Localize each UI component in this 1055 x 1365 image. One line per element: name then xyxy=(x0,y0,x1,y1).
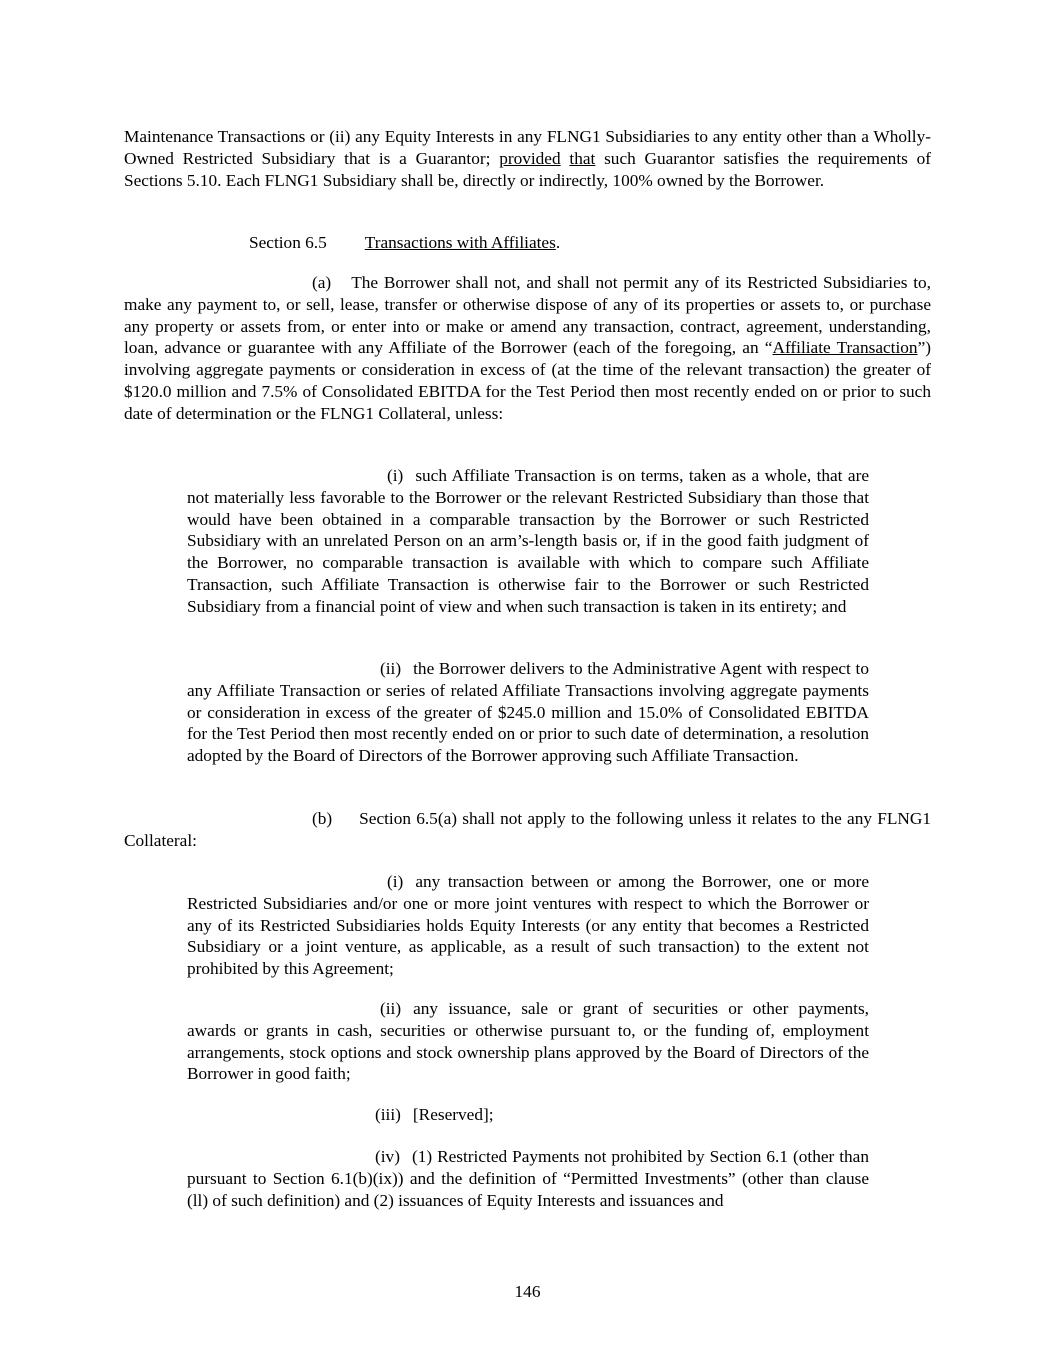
defined-term-affiliate-transaction: Affiliate Transaction xyxy=(772,338,918,358)
paragraph-a-text-a: The Borrower shall not, and shall not permit any of its Restricted Subsidiaries to, make any payment to, or sell, lease, transfer or otherwise dispose of any of its properties or assets to, or purchase any property or assets from, or enter into or make or amend any transaction, contract, agreement, understanding, loan, advance or guarantee with any Affiliate of the Borrower (each of the foregoing, an “ xyxy=(124,273,931,358)
paragraph-a-ii-label: (ii) xyxy=(380,659,402,678)
paragraph-a-ii-text: the Borrower delivers to the Administrative Agent with respect to any Affiliate Transaction or series of related Affiliate Transactions involving aggregate payments or consideration in excess of the greater of $245.0 million and 15.0% of Consolidated EBITDA for the Test Period then most recently ended on or prior to such date of determination, a resolution adopted by the Board of Directors of the Borrower approving such Affiliate Transaction. xyxy=(187,659,869,766)
intro-text-b: such Guarantor satisfies the requirements of Sections 5.10. Each FLNG1 Subsidiary shall be, directly or indirectly, 100% owned by the Borrower. xyxy=(124,148,931,190)
paragraph-b-ii-text: any issuance, sale or grant of securities or other payments, awards or grants in cash, securities or otherwise pursuant to, or the funding of, employment arrangements, stock options and stock ownership plans approved by the Board of Directors of the Borrower in good faith; xyxy=(187,999,869,1084)
paragraph-b-iv xyxy=(187,1146,869,1211)
paragraph-b-label: (b) xyxy=(312,809,333,828)
paragraph-a xyxy=(124,272,931,425)
term-that: that xyxy=(569,148,596,168)
paragraph-b xyxy=(124,808,931,852)
paragraph-a-ii xyxy=(187,658,869,767)
intro-text-a: Maintenance Transactions or (ii) any Equity Interests in any FLNG1 Subsidiaries to any entity other than a Wholly-Owned Restricted Subsidiary that is a Guarantor; xyxy=(124,127,931,168)
section-number: Section 6.5 xyxy=(249,233,327,252)
page-number: 146 xyxy=(514,1282,541,1301)
paragraph-b-i xyxy=(187,871,869,980)
section-heading xyxy=(249,232,560,254)
paragraph-b-text: Section 6.5(a) shall not apply to the following unless it relates to the any FLNG1 Collateral: xyxy=(124,809,931,850)
paragraph-a-label: (a) xyxy=(312,273,332,292)
paragraph-b-ii xyxy=(187,998,869,1085)
paragraph-a-i-text: such Affiliate Transaction is on terms, taken as a whole, that are not materially less favorable to the Borrower or the relevant Restricted Subsidiary than those that would have been obtained in a comparable transaction by the Borrower or such Restricted Subsidiary with an unrelated Person on an arm’s-length basis or, if in the good faith judgment of the Borrower, no comparable transaction is available with which to compare such Affiliate Transaction, such Affiliate Transaction is otherwise fair to the Borrower or such Restricted Subsidiary from a financial point of view and when such transaction is taken in its entirety; and xyxy=(187,466,869,616)
paragraph-b-iii xyxy=(187,1104,869,1126)
paragraph-intro xyxy=(124,126,931,191)
paragraph-b-ii-label: (ii) xyxy=(380,999,402,1018)
paragraph-b-iii-label: (iii) xyxy=(375,1105,401,1124)
paragraph-a-i xyxy=(187,465,869,618)
paragraph-b-iii-text: [Reserved]; xyxy=(412,1105,494,1124)
paragraph-a-text-b: ”) involving aggregate payments or consideration in excess of (at the time of the relevant transaction) the greater of $120.0 million and 7.5% of Consolidated EBITDA for the Test Period then most recently ended on or prior to such date of determination or the FLNG1 Collateral, unless: xyxy=(124,338,931,423)
paragraph-b-iv-label: (iv) xyxy=(375,1147,400,1166)
section-title: Transactions with Affiliates xyxy=(364,233,556,252)
section-title-period: . xyxy=(555,233,561,252)
paragraph-a-i-label: (i) xyxy=(387,466,404,485)
paragraph-b-iv-text: (1) Restricted Payments not prohibited by Section 6.1 (other than pursuant to Section 6.1(b)(ix)) and the definition of “Permitted Investments” (other than clause (ll) of such definition) and (2) issuances of Equity Interests and issuances and xyxy=(187,1147,869,1210)
paragraph-b-i-label: (i) xyxy=(387,872,404,891)
term-provided: provided xyxy=(499,148,561,168)
paragraph-b-i-text: any transaction between or among the Borrower, one or more Restricted Subsidiaries and/or one or more joint ventures with respect to which the Borrower or any of its Restricted Subsidiaries holds Equity Interests (or any entity that becomes a Restricted Subsidiary or a joint venture, as applicable, as a result of such transaction) to the extent not prohibited by this Agreement; xyxy=(187,872,869,979)
